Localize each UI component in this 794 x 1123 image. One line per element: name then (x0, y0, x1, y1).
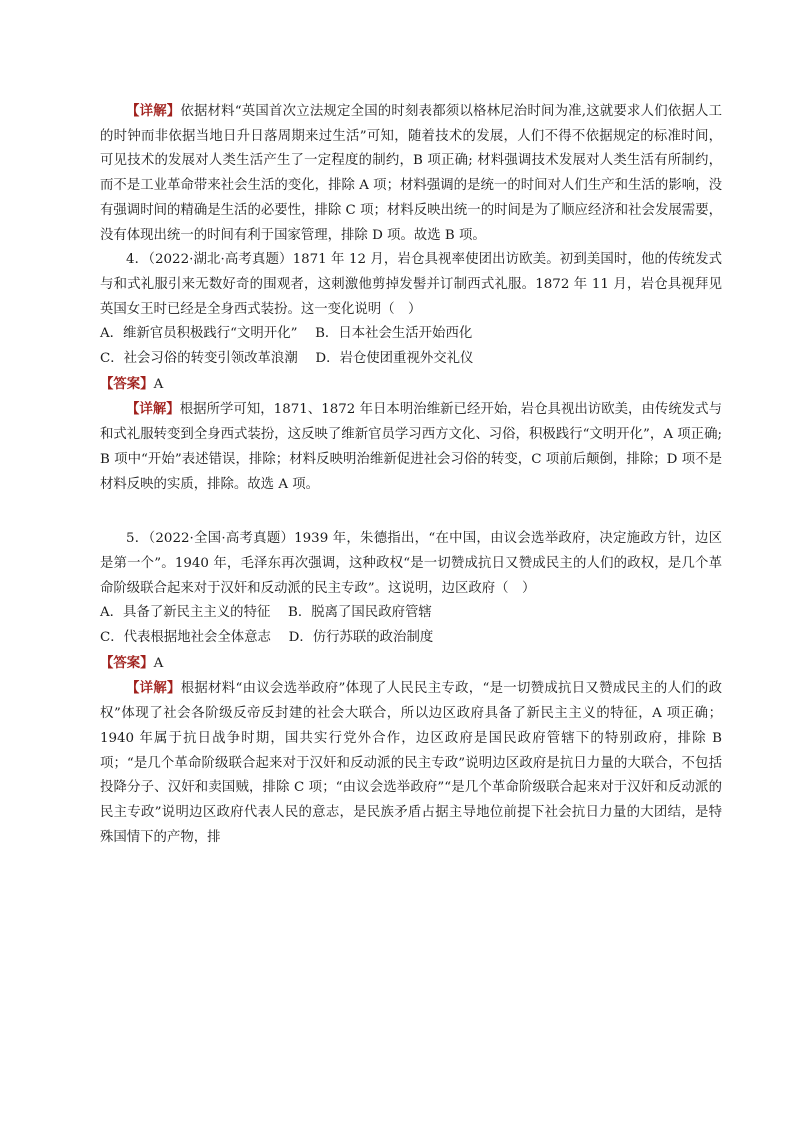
detail-tag: 【详解】 (126, 103, 181, 119)
question-5-options (100, 601, 722, 650)
answer-line-q4 (100, 372, 722, 398)
detail-paragraph-q5 (100, 676, 722, 850)
answer-tag: 【答案】 (100, 375, 154, 392)
detail-text: 依据材料“英国首次立法规定全国的时刻表都须以格林尼治时间为准,这就要求人们依据人工的时钟而非依据当地日升日落周期来过生活”可知，随着技术的发展，人们不得不依据规定的标准时间，可见技术的发展对人类生活产生了一定程度的制约，B 项正确; 材料强调技术发展对人类生活有所制约，而不是工业革命带来社会生活的变化，排除 A 项；材料强调的是统一的时间对人们生产和生活的影响，没有强调时间的精确是生活的必要性，排除 C 项；材料反映出统一的时间是为了顺应经济和社会发展需要，没有体现出统一的时间有利于国家管理，排除 D 项。故选 B 项。 (100, 104, 722, 243)
question-4-stem: 4．（2022·湖北·高考真题）1871 年 12 月，岩仓具视率使团出访欧美。初到美国时，他的传统发式与和式礼服引来无数好奇的围观者，这刺激他剪掉发髻并订制西式礼服。1872 年 11 月，岩仓具视拜见英国女王时已经是全身西式装扮。这一变化说明（ ） (100, 252, 722, 317)
detail-paragraph-q3 (100, 99, 722, 248)
spacer (100, 497, 722, 527)
option-row: C．社会习俗的转变引领改革浪潮 D．岩仓使团重视外交礼仪 (100, 351, 474, 367)
option-row: C．代表根据地社会全体意志 D．仿行苏联的政治制度 (100, 630, 434, 646)
answer-value: A (153, 655, 164, 671)
question-4-options (100, 322, 722, 371)
detail-text: 根据材料“由议会选举政府”体现了人民民主专政，“是一切赞成抗日又赞成民主的人们的政权”体现了社会各阶级反帝反封建的社会大联合，所以边区政府具备了新民主主义的特征，A 项正确；1940 年属于抗日战争时期，国共实行党外合作，边区政府是国民政府管辖下的特别政府，排除 B 项；“是几个革命阶级联合起来对于汉奸和反动派的民主专政”说明边区政府是抗日力量的大联合，不包括投降分子、汉奸和卖国贼，排除 C 项；“由议会选举政府”“是几个革命阶级联合起来对于汉奸和反动派的民主专政”说明边区政府代表人民的意志，是民族矛盾占据主导地位前提下社会抗日力量的大团结，是特殊国情下的产物，排 (100, 681, 722, 845)
document-page (100, 99, 722, 850)
question-5-stem: 5．（2022·全国·高考真题）1939 年，朱德指出，“在中国，由议会选举政府，决定施政方针，边区是第一个”。1940 年，毛泽东再次强调，这种政权“是一切赞成抗日又赞成民主的人们的政权，是几个革命阶级联合起来对于汉奸和反动派的民主专政”。这说明，边区政府（ ） (100, 531, 722, 596)
detail-tag: 【详解】 (126, 680, 181, 697)
detail-text: 根据所学可知，1871、1872 年日本明治维新已经开始，岩仓具视出访欧美，由传统发式与和式礼服转变到全身西式装扮，这反映了维新官员学习西方文化、习俗，积极践行“文明开化”，A 项正确; B 项中“开始”表述错误，排除；材料反映明治维新促进社会习俗的转变，C 项前后颠倒，排除；D 项不是材料反映的实质，排除。故选 A 项。 (100, 402, 722, 492)
option-row: A．具备了新民主主义的特征 B．脱离了国民政府管辖 (100, 605, 432, 621)
detail-tag: 【详解】 (126, 401, 180, 418)
option-row: A．维新官员积极践行“文明开化” B．日本社会生活开始西化 (100, 326, 473, 342)
answer-tag: 【答案】 (100, 654, 154, 671)
answer-value: A (153, 376, 164, 392)
detail-paragraph-q4 (100, 397, 722, 497)
answer-line-q5 (100, 651, 722, 677)
